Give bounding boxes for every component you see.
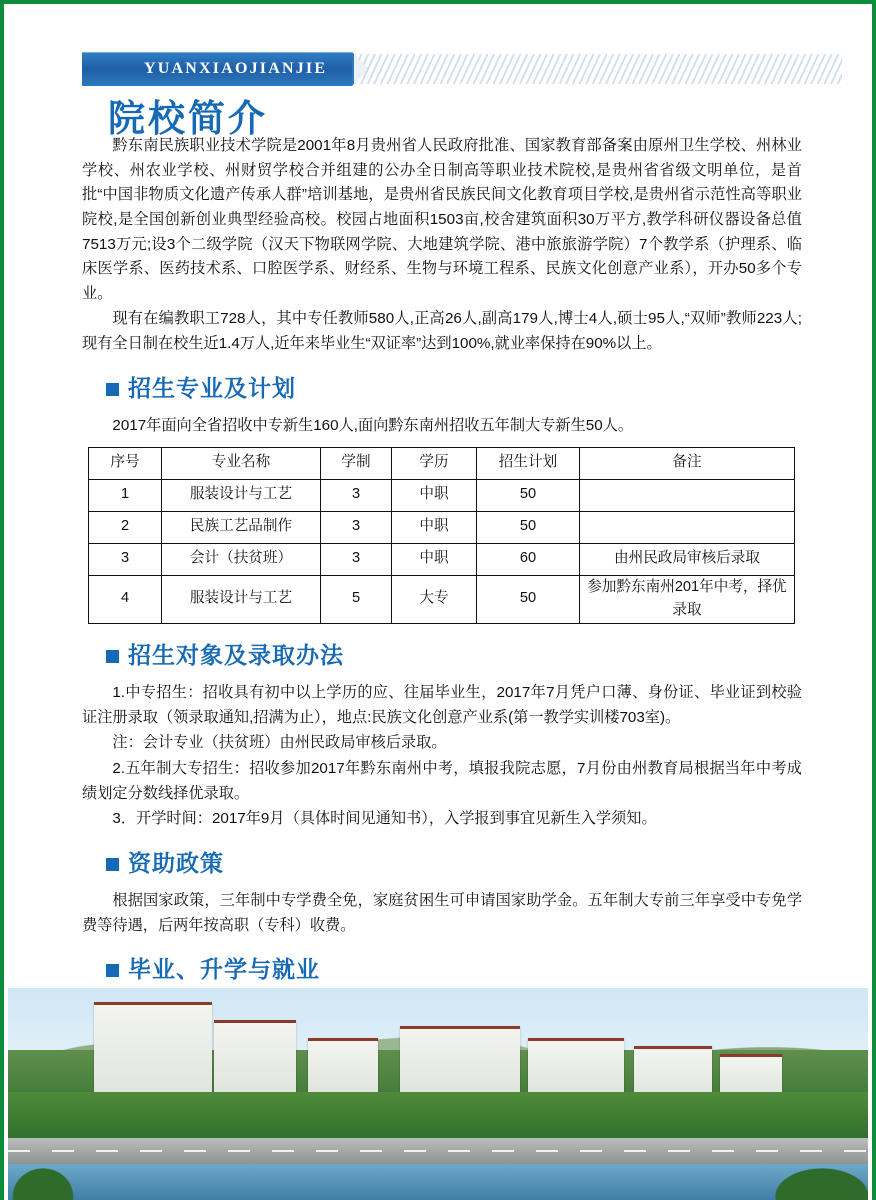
section-heading-enrollment-plan xyxy=(106,371,802,408)
table-cell: 50 xyxy=(477,575,580,623)
section-heading-label: 资助政策 xyxy=(128,850,224,877)
header-english-title: YUANXIAOJIANJIE xyxy=(144,60,328,77)
section-heading-admission xyxy=(106,638,802,675)
table-cell: 会计（扶贫班） xyxy=(162,543,321,575)
table-row xyxy=(89,543,795,575)
admission-item: 注：会计专业（扶贫班）由州民政局审核后录取。 xyxy=(112,734,447,752)
photo-road xyxy=(8,1138,868,1164)
table-cell: 3 xyxy=(321,543,392,575)
table-cell: 服装设计与工艺 xyxy=(162,575,321,623)
table-cell: 中职 xyxy=(392,479,477,511)
table-cell: 2 xyxy=(89,511,162,543)
table-header-cell: 学制 xyxy=(321,447,392,479)
photo-building xyxy=(214,1020,296,1101)
photo-lawn xyxy=(8,1092,868,1142)
bullet-square-icon xyxy=(106,383,119,396)
photo-river xyxy=(8,1164,868,1200)
section-heading-label: 毕业、升学与就业 xyxy=(128,957,320,984)
bullet-square-icon xyxy=(106,858,119,871)
admission-item: 2.五年制大专招生：招收参加2017年黔东南州中考，填报我院志愿，7月份由州教育局根据当年中考成绩划定分数线择优录取。 xyxy=(82,759,802,802)
table-cell: 50 xyxy=(477,511,580,543)
campus-photo xyxy=(8,988,868,1200)
document-body xyxy=(82,134,802,1123)
table-header-cell: 招生计划 xyxy=(477,447,580,479)
section-heading-label: 招生对象及录取办法 xyxy=(128,642,344,669)
table-cell: 1 xyxy=(89,479,162,511)
photo-foreground-bush xyxy=(8,1164,78,1200)
funding-paragraph: 根据国家政策，三年制中专学费全免，家庭贫困生可申请国家助学金。五年制大专前三年享受中专免学费等待遇，后两年按高职（专科）收费。 xyxy=(82,892,802,934)
table-header-cell: 序号 xyxy=(89,447,162,479)
table-header-row xyxy=(89,447,795,479)
table-header-cell: 专业名称 xyxy=(162,447,321,479)
section-heading-graduation xyxy=(106,952,802,989)
enrollment-plan-table xyxy=(88,447,795,624)
photo-building xyxy=(400,1026,520,1101)
table-cell: 60 xyxy=(477,543,580,575)
bullet-square-icon xyxy=(106,964,119,977)
admission-item: 1.中专招生：招收具有初中以上学历的应、往届毕业生，2017年7月凭户口薄、身份证、毕业证到校验证注册录取（领录取通知,招满为止），地点:民族文化创意产业系(第一教学实训楼703室)。 xyxy=(82,684,802,726)
table-cell: 由州民政局审核后录取 xyxy=(580,543,795,575)
table-row xyxy=(89,479,795,511)
header-banner-stripes xyxy=(354,54,842,84)
table-cell: 中职 xyxy=(392,543,477,575)
table-cell: 3 xyxy=(89,543,162,575)
section-heading-label: 招生专业及计划 xyxy=(128,375,296,402)
table-cell: 4 xyxy=(89,575,162,623)
table-cell: 3 xyxy=(321,511,392,543)
table-header-cell: 学历 xyxy=(392,447,477,479)
table-cell: 参加黔东南州201年中考，择优录取 xyxy=(580,575,795,623)
table-cell: 3 xyxy=(321,479,392,511)
table-header-cell: 备注 xyxy=(580,447,795,479)
enrollment-plan-lead: 2017年面向全省招收中专新生160人,面向黔东南州招收五年制大专新生50人。 xyxy=(112,416,634,434)
intro-paragraph-1: 黔东南民族职业技术学院是2001年8月贵州省人民政府批准、国家教育部备案由原州卫生学校、州林业学校、州农业学校、州财贸学校合并组建的公办全日制高等职业技术院校,是贵州省省级文明单位，是首批“中国非物质文化遗产传承人群”培训基地，是贵州省民族民间文化教育项目学校,是贵州省示范性高等职业院校,是全国创新创业典型经验高校。校园占地面积1503亩,校舍建筑面积30万平方,教学科研仪器设备总值7513万元;设3个二级学院（汉天下物联网学院、大地建筑学院、港中旅旅游学院）7个教学系（护理系、临床医学系、医药技术系、口腔医学系、财经系、生物与环境工程系、民族文化创意产业系），开办50多个专业。 xyxy=(82,137,802,302)
section-heading-funding xyxy=(106,846,802,883)
table-cell: 50 xyxy=(477,479,580,511)
table-cell xyxy=(580,511,795,543)
bullet-square-icon xyxy=(106,650,119,663)
table-cell: 民族工艺品制作 xyxy=(162,511,321,543)
photo-foreground-bush xyxy=(768,1164,868,1200)
table-cell: 5 xyxy=(321,575,392,623)
intro-paragraph-2: 现有在编教职工728人，其中专任教师580人,正高26人,副高179人,博士4人,硕士95人,“双师”教师223人;现有全日制在校生近1.4万人,近年来毕业生“双证率”达到100%,就业率保持在90%以上。 xyxy=(82,310,802,352)
table-cell: 大专 xyxy=(392,575,477,623)
table-row xyxy=(89,511,795,543)
page-title: 院校简介 xyxy=(108,97,268,140)
admission-item: 3．开学时间：2017年9月（具体时间见通知书），入学报到事宜见新生入学须知。 xyxy=(112,810,657,828)
header-banner xyxy=(82,52,842,86)
table-row xyxy=(89,575,795,623)
table-cell: 中职 xyxy=(392,511,477,543)
table-cell xyxy=(580,479,795,511)
photo-building xyxy=(94,1002,212,1101)
table-cell: 服装设计与工艺 xyxy=(162,479,321,511)
